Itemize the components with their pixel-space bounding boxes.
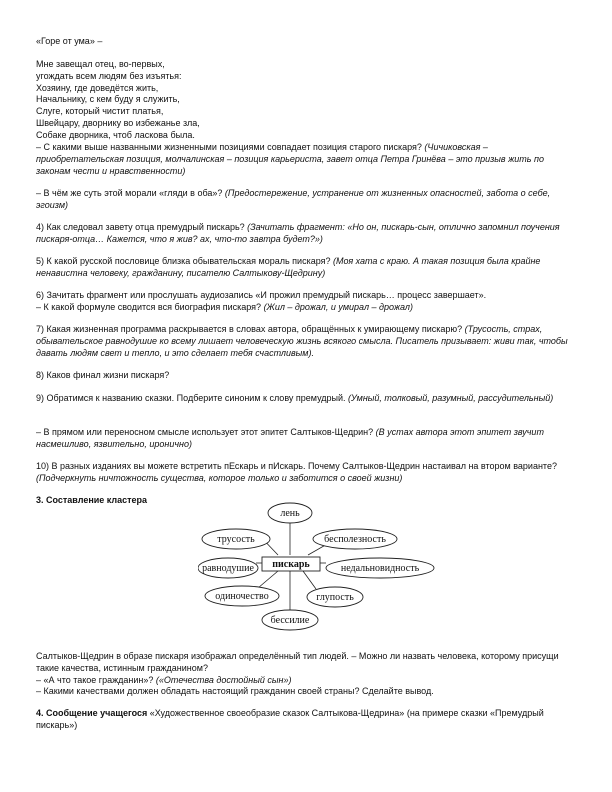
answer-text: (Моя хата с краю. А такая позиция была крайне ненавистна человеку, гражданину, писателю Салтыкову-Щедрину) [36,256,541,278]
poem-line: Хозяину, где доведётся жить, [36,82,159,93]
answer-text: (В устах автора этот эпитет звучит насмешливо, язвительно, иронично) [36,427,544,449]
question-text: 5) К какой русской пословице близка обывательская мораль пискаря? [36,256,334,266]
question-text: – Какими качествами должен обладать настоящий гражданин своей страны? Сделайте вывод. [36,686,434,697]
answer-text: (Трусость, страх, обывательское равнодушие ко всему лишает человеческую жизнь всякого смысла. Писатель призывает: живи так, чтобы давать людям свет и тепло, и это сделает тебя счастливым). [36,324,568,358]
section-4-heading: 4. Сообщение учащегося [36,708,150,718]
question-5 [36,256,576,280]
cluster-discussion [36,651,576,698]
answer-text: (Зачитать фрагмент: «Но он, пискарь-сын, отлично запомнил поучения пискаря-отца… Кажется, что я жив? ах, что-то завтра будет?») [36,222,560,244]
question-text: 10) В разных изданиях вы можете встретить пЕскарь и пИскарь. Почему Салтыков-Щедрин настаивал на втором варианте? [36,461,557,471]
poem-quote [36,59,576,142]
question-4 [36,222,576,246]
cluster-label-bespoleznost: бесполезность [324,534,386,545]
poem-line: Начальнику, с кем буду я служить, [36,94,180,105]
question-9 [36,393,576,405]
section-4 [36,708,576,732]
question-7 [36,324,576,359]
poem-line: Слуге, который чистит платья, [36,106,164,117]
section-3-heading: 3. Составление кластера [36,495,148,505]
question-text: – В прямом или переносном смысле использует этот эпитет Салтыков-Щедрин? [36,427,376,437]
question-text: – В чём же суть этой морали «гляди в оба»? [36,188,225,198]
answer-text: (Подчеркнуть ничтожность существа, которое только и заботится о своей жизни) [36,472,403,483]
cluster-label-len: лень [280,508,300,519]
answer-text: (Умный, толковый, разумный, рассудительный) [348,393,554,403]
question-text: 7) Какая жизненная программа раскрывается в словах автора, обращённых к умирающему пискарю? [36,324,465,334]
cluster-label-trusost: трусость [217,534,255,545]
question-10 [36,461,576,485]
answer-text: (Чичиковская – приобретательская позиция, молчалинская – позиция карьериста, завет отца Петра Гринёва – это призыв жить по законам чести и нравственности) [36,142,544,176]
cluster-label-odinochestvo: одиночество [215,591,269,602]
cluster-diagram [198,495,438,640]
poem-line: угождать всем людям без изъятья: [36,70,182,81]
answer-text: («Отечества достойный сын») [155,674,292,685]
poem-line: Собаке дворника, чтоб ласкова была. [36,129,195,140]
question-9b [36,427,576,451]
question-text: 6) Зачитать фрагмент или прослушать аудиозапись «И прожил премудрый пискарь… процесс завершает». [36,290,487,300]
connector-odinochestvo [258,571,278,588]
cluster-label-bessilie: бессилие [270,615,310,626]
epigraph-title: «Горе от ума» – [36,36,103,46]
section-4-text: «Художественное своеобразие сказок Салтыкова-Щедрина» (на примере сказки «Премудрый пискарь») [36,708,544,730]
cluster-label-ravnodushie: равнодушие [202,563,254,574]
question-text: – С какими выше названными жизненными позициями совпадает позиция старого пискаря? [36,142,425,152]
question-text: 9) Обратимся к названию сказки. Подберите синоним к слову премудрый. [36,393,349,403]
question-text: – К какой формуле сводится вся биография пискаря? [36,301,264,312]
connector-glupost [303,571,316,589]
poem-line: Мне завещал отец, во-первых, [36,59,165,69]
question-moral [36,188,576,212]
question-text: 4) Как следовал завету отца премудрый пискарь? [36,222,248,232]
discussion-text: Салтыков-Щедрин в образе пискаря изображал определённый тип людей. – Можно ли назвать человека, которому присущи такие качества, истинным гражданином? [36,651,559,673]
cluster-label-nedalnovidnost: недальновидность [340,563,420,574]
poem-line: Швейцару, дворнику во избежанье зла, [36,117,200,128]
question-8: 8) Каков финал жизни пискаря? [36,370,170,380]
answer-text: (Предостережение, устранение от жизненных опасностей, забота о себе, эгоизм) [36,188,551,210]
question-6 [36,290,576,314]
cluster-center-label: пискарь [272,559,310,570]
question-text: – «А что такое гражданин»? [36,674,156,685]
answer-text: (Жил – дрожал, и умирал – дрожал) [263,301,413,312]
question-position [36,142,576,177]
cluster-label-glupost: глупость [316,592,354,603]
